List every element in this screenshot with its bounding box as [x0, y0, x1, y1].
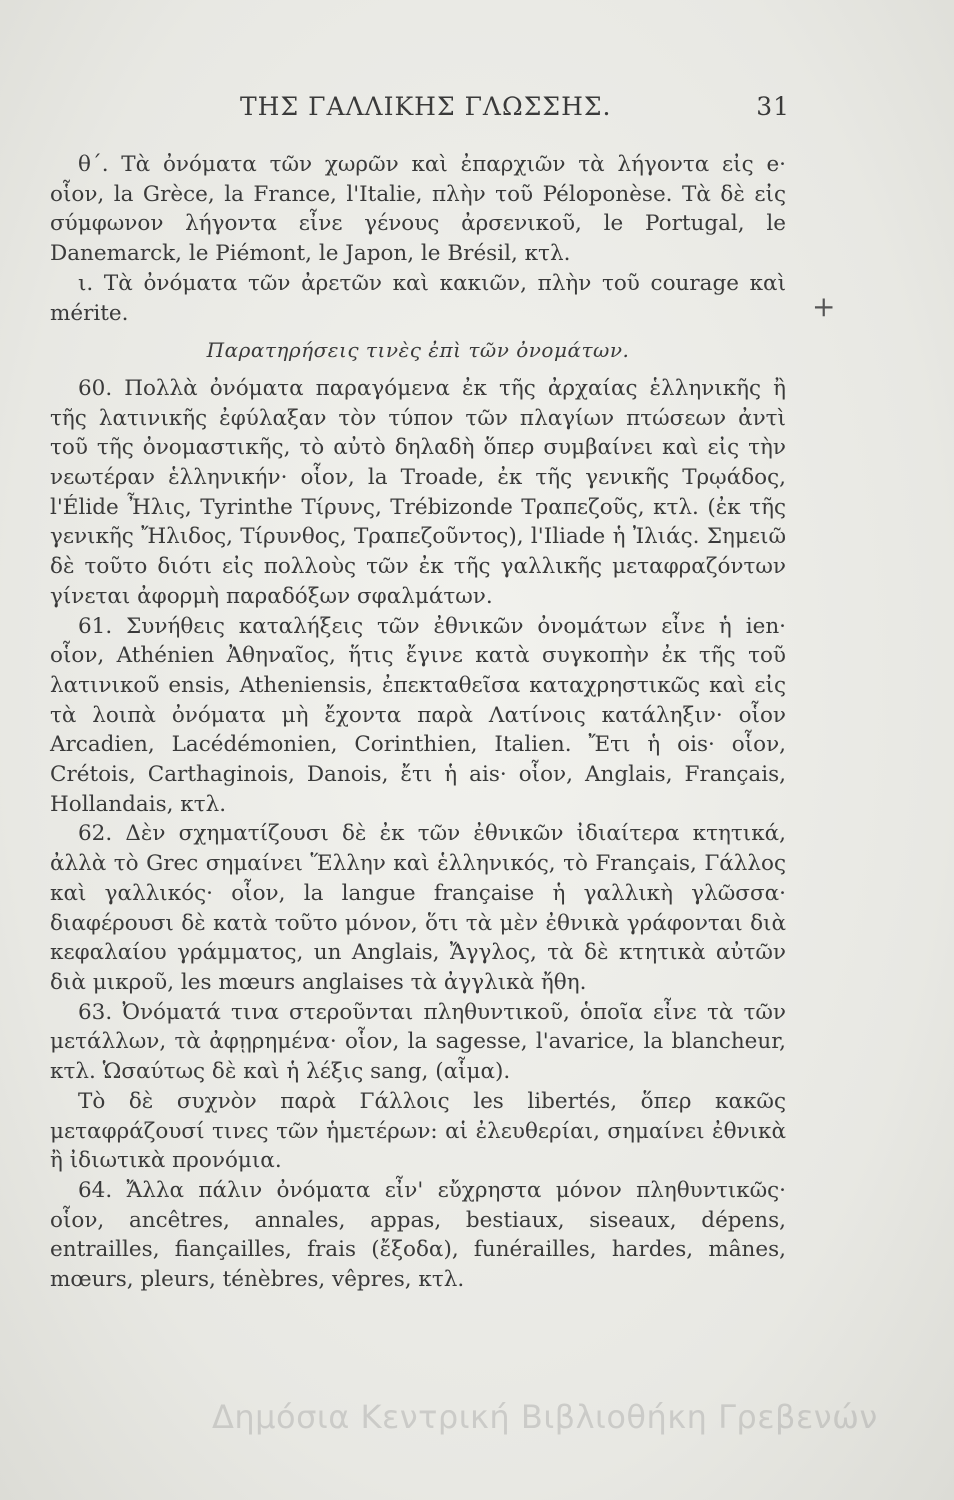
body-text: [50, 150, 786, 1295]
section-62: 62. Δὲν σχηματίζουσι δὲ ἐκ τῶν ἐθνικῶν ἰδιαίτερα κτητικά, ἀλλὰ τὸ Grec σημαίνει Ἕλλην καὶ ἑλληνικός, τὸ Français, Γάλλος καὶ γαλλικός· οἷον, la langue française ἡ γαλλικὴ γλῶσσα· διαφέρουσι δὲ κατὰ τοῦτο μόνον, ὅτι τὰ μὲν ἐθνικὰ γράφονται διὰ κεφαλαίου γράμματος, un Anglais, Ἄγγλος, τὰ δὲ κτητικὰ αὐτῶν διὰ μικροῦ, les mœurs anglaises τὰ ἀγγλικὰ ἤθη.: [50, 821, 786, 995]
section-63: 63. Ὀνόματά τινα στεροῦνται πληθυντικοῦ, ὁποῖα εἶνε τὰ τῶν μετάλλων, τὰ ἀφῃρημένα· οἷον, la sagesse, l'avarice, la blancheur, κτλ. Ὡσαύτως δὲ καὶ ἡ λέξις sang, (αἷμα).: [50, 999, 786, 1085]
section-63-note: Τὸ δὲ συχνὸν παρὰ Γάλλοις les libertés, ὅπερ κακῶς μεταφράζουσί τινες τῶν ἡμετέρων: αἱ ἐλευθερίαι, σημαίνει ἐθνικὰ ἢ ἰδιωτικὰ προνόμια.: [50, 1088, 786, 1174]
section-61: 61. Συνήθεις καταλήξεις τῶν ἐθνικῶν ὀνομάτων εἶνε ἡ ien· οἷον, Athénien Ἀθηναῖος, ἥτις ἔγινε κατὰ συγκοπὴν ἐκ τῆς τοῦ λατινικοῦ ensis, Atheniensis, ἐπεκταθεῖσα καταχρηστικῶς καὶ εἰς τὰ λοιπὰ ὀνόματα μὴ ἔχοντα παρὰ Λατίνοις κατάληξιν· οἷον Arcadien, Lacédémonien, Corinthien, Italien. Ἔτι ἡ ois· οἷον, Crétois, Carthaginois, Danois, ἔτι ἡ ais· οἷον, Anglais, Français, Hollandais, κτλ.: [50, 613, 786, 817]
section-60: 60. Πολλὰ ὀνόματα παραγόμενα ἐκ τῆς ἀρχαίας ἑλληνικῆς ἢ τῆς λατινικῆς ἐφύλαξαν τὸν τύπον τῶν πλαγίων πτώσεων ἀντὶ τοῦ τῆς ὀνομαστικῆς, τὸ αὐτὸ δηλαδὴ ὅπερ συμβαίνει καὶ εἰς τὴν νεωτέραν ἑλληνικήν· οἷον, la Troade, ἐκ τῆς γενικῆς Τρῳάδος, l'Élide Ἦλις, Tyrinthe Τίρυνς, Trébizonde Τραπεζοῦς, κτλ. (ἐκ τῆς γενικῆς Ἤλιδος, Τίρυνθος, Τραπεζοῦντος), l'Iliade ἡ Ἰλιάς. Σημειῶ δὲ τοῦτο διότι εἰς πολλοὺς τῶν ἐκ τῆς γαλλικῆς μεταφραζόντων γίνεται ἀφορμὴ παραδόξων σφαλμάτων.: [50, 375, 786, 609]
page-number: 31: [756, 92, 790, 121]
paragraph-theta: θ΄. Τὰ ὀνόματα τῶν χωρῶν καὶ ἐπαρχιῶν τὰ λήγοντα εἰς e· οἷον, la Grèce, la France, l'Italie, πλὴν τοῦ Péloponèse. Τὰ δὲ εἰς σύμφωνον λήγοντα εἶνε γένους ἀρσενικοῦ, le Portugal, le Danemarck, le Piémont, le Japon, le Brésil, κτλ.: [50, 152, 786, 267]
library-watermark: Δημόσια Κεντρική Βιβλιοθήκη Γρεβενών: [212, 1398, 878, 1436]
running-title: ΤΗΣ ΓΑΛΛΙΚΗΣ ΓΛΩΣΣΗΣ.: [240, 92, 612, 121]
section-64: 64. Ἄλλα πάλιν ὀνόματα εἶν' εὔχρηστα μόνον πληθυντικῶς· οἷον, ancêtres, annales, appas, bestiaux, siseaux, dépens, entrailles, fiançailles, frais (ἔξοδα), funérailles, hardes, mânes, mœurs, pleurs, ténèbres, vêpres, κτλ.: [50, 1177, 786, 1293]
section-heading: Παρατηρήσεις τινὲς ἐπὶ τῶν ὀνομάτων.: [206, 338, 630, 363]
margin-cross-mark: +: [812, 290, 836, 323]
paragraph-iota: ι. Τὰ ὀνόματα τῶν ἀρετῶν καὶ κακιῶν, πλὴν τοῦ courage καὶ mérite.: [50, 270, 786, 326]
